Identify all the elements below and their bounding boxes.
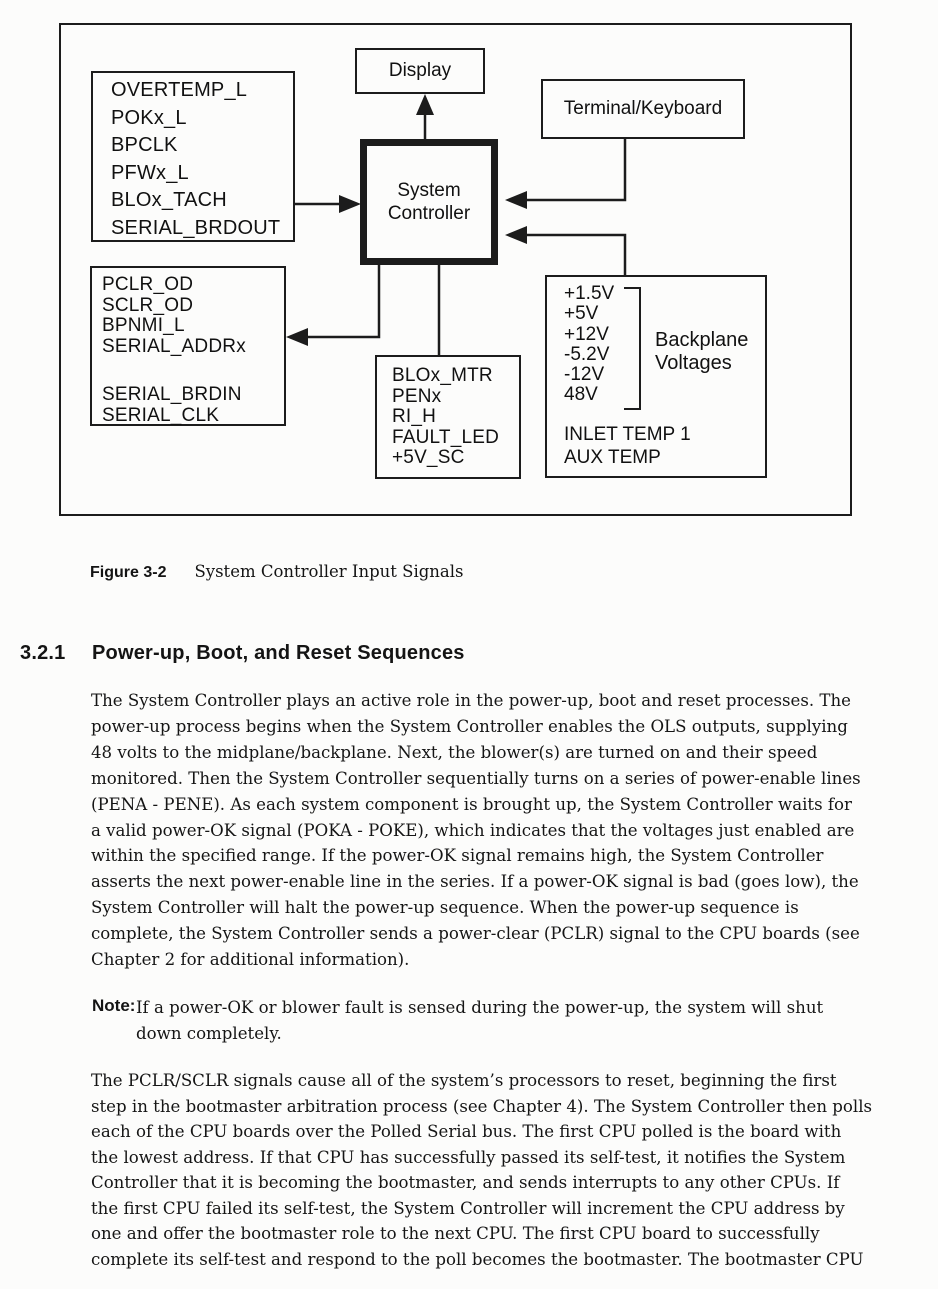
text-line: Voltages (655, 352, 732, 374)
note-label: Note: (92, 996, 136, 1015)
terminal-keyboard-label: Terminal/Keyboard (563, 98, 723, 119)
text-line: BLOx_TACH (111, 189, 227, 211)
voltage-list (564, 284, 614, 406)
voltage-bracket (624, 287, 641, 410)
text-line: PCLR_OD (102, 274, 194, 295)
text-line: 48 volts to the midplane/backplane. Next, the blower(s) are turned on and their speed (91, 742, 818, 762)
text-line: PFWx_L (111, 161, 189, 184)
text-line: POKx_L (111, 106, 187, 129)
text-line: down completely. (136, 1024, 282, 1044)
arrow-to-display (416, 94, 434, 139)
paragraph-pclr-sclr (91, 1068, 936, 1272)
text-line: step in the bootmaster arbitration process (see Chapter 4). The System Controller then polls (91, 1096, 873, 1116)
text-line: -5.2V (564, 343, 610, 365)
text-line: BPNMI_L (102, 315, 185, 336)
bottom-signals-box (375, 355, 521, 479)
text-line: -12V (564, 364, 605, 386)
output-signal-list-group1 (92, 268, 284, 357)
text-line: BPCLK (111, 134, 178, 156)
note-text (136, 995, 936, 1047)
text-line: within the specified range. If the power-OK signal remains high, the System Controller (91, 846, 824, 866)
text-line: BLOx_MTR (392, 365, 493, 386)
text-line: SERIAL_ADDRx (102, 335, 246, 357)
text-line: 48V (564, 384, 598, 406)
text-line: Controller (387, 203, 471, 224)
text-line: asserts the next power-enable line in the series. If a power-OK signal is bad (goes low), the (91, 872, 859, 892)
backplane-voltages-box (545, 275, 767, 478)
text-line: complete its self-test and respond to the poll becomes the bootmaster. The bootmaster CPU (91, 1249, 864, 1269)
text-line: the first CPU failed its self-test, the System Controller will increment the CPU address by (91, 1198, 845, 1218)
backplane-voltages-label (655, 329, 748, 375)
text-line: AUX TEMP (564, 447, 661, 468)
text-line: SCLR_OD (102, 294, 194, 316)
system-controller-box (360, 139, 498, 265)
arrow-terminal-to-controller (505, 139, 625, 209)
figure-caption-title: System Controller Input Signals (194, 562, 464, 581)
display-label: Display (388, 60, 452, 81)
text-line: If a power-OK or blower fault is sensed during the power-up, the system will shut (136, 998, 824, 1017)
text-line: System (397, 180, 461, 201)
input-signal-list (93, 73, 293, 242)
section-title: Power-up, Boot, and Reset Sequences (92, 642, 465, 664)
arrow-inputs-to-controller (295, 195, 361, 213)
output-signals-box (90, 266, 286, 426)
paragraph-power-up (91, 688, 936, 973)
text-line: power-up process begins when the System Controller enables the OLS outputs, supplying (91, 716, 848, 736)
input-signals-box (91, 71, 295, 242)
text-line: PENx (392, 385, 442, 407)
text-line: (PENA - PENE). As each system component is brought up, the System Controller waits for (91, 794, 852, 814)
terminal-keyboard-box (541, 79, 745, 139)
text-line: SERIAL_CLK (102, 404, 220, 426)
text-line: +1.5V (564, 283, 615, 304)
text-line: each of the CPU boards over the Polled Serial bus. The first CPU polled is the board with (91, 1122, 842, 1141)
text-line: the lowest address. If that CPU has successfully passed its self-test, it notifies the System (91, 1147, 846, 1167)
text-line: +5V (564, 303, 599, 325)
text-line: Chapter 2 for additional information). (91, 950, 410, 970)
text-line: complete, the System Controller sends a power-clear (PCLR) signal to the CPU boards (see (91, 924, 860, 944)
figure-diagram-frame (59, 23, 852, 516)
text-line: Controller that it is becoming the bootmaster, and sends interrupts to any other CPUs. If (91, 1173, 840, 1192)
temperature-list (564, 423, 691, 469)
text-line: monitored. Then the System Controller sequentially turns on a series of power-enable lines (91, 768, 861, 788)
output-signal-list-group2 (92, 378, 284, 426)
figure-caption (90, 562, 464, 582)
text-line: Backplane (655, 329, 749, 351)
text-line: one and offer the bootmaster role to the next CPU. The first CPU board to successfully (91, 1224, 820, 1243)
arrow-controller-to-outputs (286, 265, 379, 346)
text-line: FAULT_LED (392, 426, 500, 448)
figure-caption-label: Figure 3-2 (90, 564, 167, 581)
text-line: SERIAL_BRDOUT (111, 216, 281, 239)
system-controller-label (388, 179, 470, 225)
arrow-backplane-to-controller (505, 226, 625, 275)
text-line: INLET TEMP 1 (564, 424, 691, 445)
display-box (355, 48, 485, 94)
text-line: a valid power-OK signal (POKA - POKE), which indicates that the voltages just enabled are (91, 820, 855, 840)
text-line: SERIAL_BRDIN (102, 384, 242, 405)
text-line: The PCLR/SCLR signals cause all of the system’s processors to reset, beginning the first (91, 1071, 837, 1090)
text-line: System Controller will halt the power-up sequence. When the power-up sequence is (91, 898, 799, 918)
text-line: +12V (564, 323, 609, 345)
bottom-signal-list (377, 357, 519, 469)
text-line: +5V_SC (392, 447, 465, 468)
text-line: OVERTEMP_L (111, 79, 248, 101)
text-line: The System Controller plays an active role in the power-up, boot and reset processes. The (91, 691, 851, 710)
section-number: 3.2.1 (20, 642, 66, 664)
text-line: RI_H (392, 406, 437, 427)
